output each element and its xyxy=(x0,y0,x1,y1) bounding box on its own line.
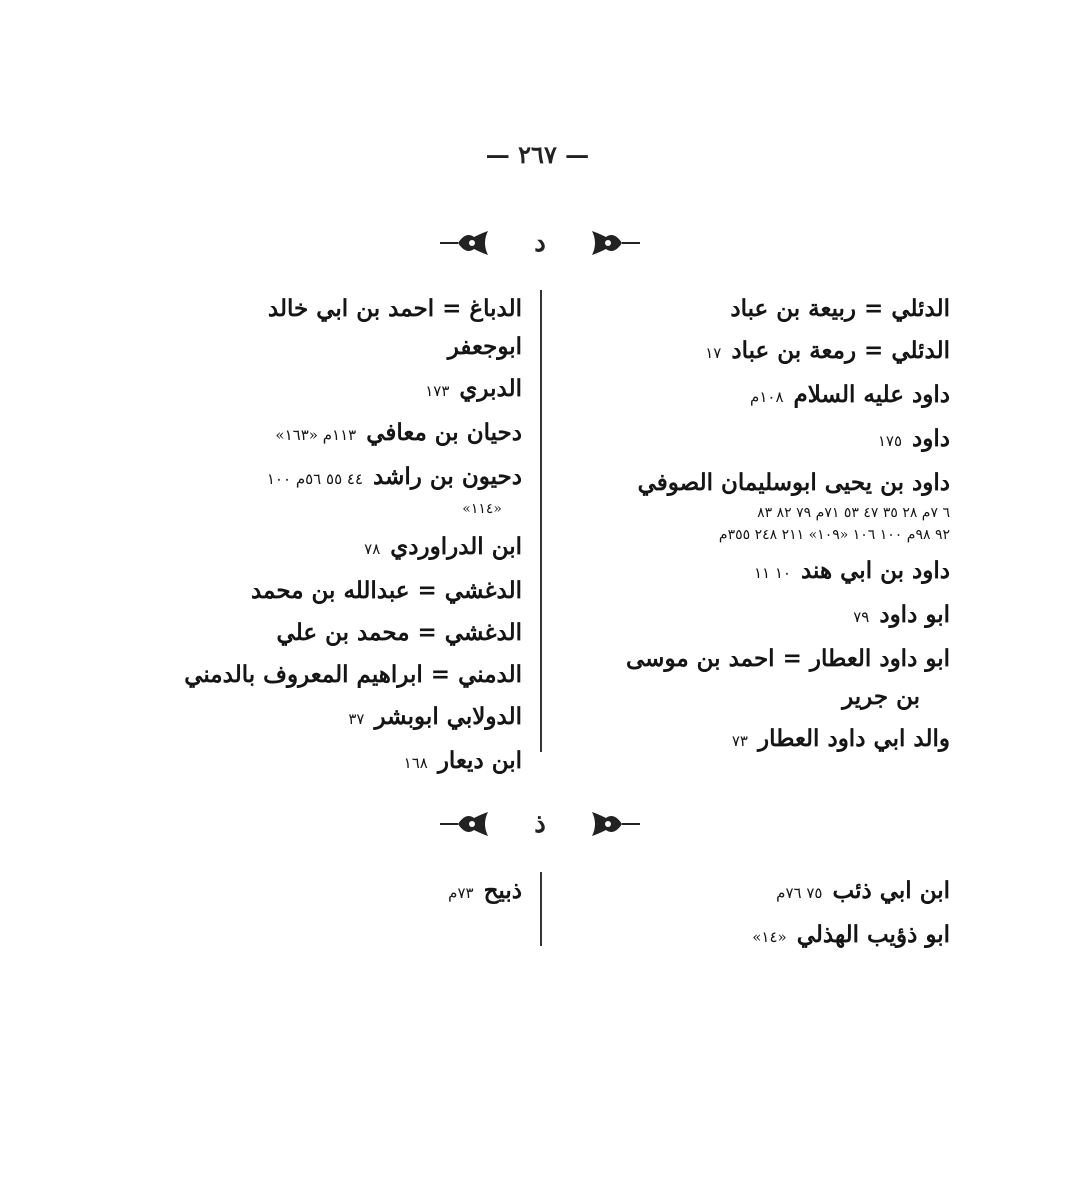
entry-name: والد ابي داود العطار xyxy=(757,725,950,752)
index-entry xyxy=(550,720,950,760)
entry-name: داود xyxy=(912,425,950,452)
index-entry xyxy=(550,376,950,416)
index-entry xyxy=(122,698,522,738)
index-column-left xyxy=(122,872,522,916)
index-entry xyxy=(122,528,522,568)
ornament-right-icon xyxy=(590,810,642,838)
entry-refs: ٧٩ xyxy=(853,608,870,626)
index-entry xyxy=(550,872,950,912)
ornament-left-icon xyxy=(438,229,490,257)
index-column-right xyxy=(550,290,950,764)
entry-name: الدولابي ابوبشر xyxy=(374,703,522,730)
entry-refs-continuation: «١١٤» xyxy=(462,501,502,517)
entry-name: داود بن يحيى ابوسليمان الصوفي xyxy=(637,469,950,496)
entry-name: ابن ديعار xyxy=(437,747,522,774)
index-entry xyxy=(550,916,950,956)
entry-refs: ٤٤ ٥٥ ٥٦م ١٠٠ xyxy=(266,470,364,488)
entry-refs: ١٧٣ xyxy=(425,382,450,400)
entry-continuation-line: بن جرير xyxy=(842,683,920,710)
entry-name: ابو داود العطار = احمد بن موسى xyxy=(626,645,950,672)
ornament-left-icon xyxy=(438,810,490,838)
entry-name: الدغشي = عبدالله بن محمد xyxy=(250,577,522,604)
index-entry xyxy=(122,614,522,652)
entry-name: دحيان بن معافي xyxy=(366,419,522,446)
entry-name: داود بن ابي هند xyxy=(800,557,950,584)
entry-name: الدئلي = رمعة بن عباد xyxy=(731,337,950,364)
index-entry xyxy=(122,742,522,782)
column-divider xyxy=(540,290,542,752)
index-entry xyxy=(550,640,950,678)
index-entry xyxy=(122,458,522,498)
entry-refs: ١٠ ١١ xyxy=(753,564,791,582)
entry-refs: ٧٣م xyxy=(448,884,474,902)
column-divider xyxy=(540,872,542,946)
section-heading-dhal xyxy=(420,806,660,842)
entry-name: ابن ابي ذئب xyxy=(832,877,950,904)
entry-name: ذبيح xyxy=(483,877,522,904)
entry-name: ابو داود xyxy=(879,601,950,628)
page-number: — ٢٦٧ — xyxy=(485,140,590,169)
entry-refs: ١٠٨م xyxy=(750,388,784,406)
index-entry xyxy=(122,872,522,912)
entry-refs: «١٤» xyxy=(752,928,787,946)
entry-refs: ٧٨ xyxy=(364,540,381,558)
entry-name: الدمني = ابراهيم المعروف بالدمني xyxy=(184,661,522,688)
entry-name: داود عليه السلام xyxy=(793,381,950,408)
entry-name: الدبري xyxy=(459,375,522,402)
index-entry xyxy=(122,290,522,328)
section-letter: ذ xyxy=(534,809,546,839)
entry-refs: ١١٣م «١٦٣» xyxy=(275,426,357,444)
index-entry xyxy=(550,552,950,592)
entry-refs: ٧٥ ٧٦م xyxy=(776,884,823,902)
entry-continuation-line: ابوجعفر xyxy=(447,333,522,360)
index-entry xyxy=(122,414,522,454)
section-heading-dal xyxy=(420,225,660,261)
index-column-left xyxy=(122,290,522,786)
index-column-right xyxy=(550,872,950,960)
entry-name: الدباغ = احمد بن ابي خالد xyxy=(267,295,522,322)
entry-refs: ١٦٨ xyxy=(403,754,428,772)
entry-refs-continuation: ٩٢ ٩٨م ١٠٠ ١٠٦ «١٠٩» ٢١١ ٢٤٨ ٣٥٥م xyxy=(718,527,950,543)
entry-name: ابن الدراوردي xyxy=(390,533,522,560)
section-letter: د xyxy=(534,228,546,258)
entry-refs: ٧٣ xyxy=(731,732,748,750)
entry-refs: ١٧ xyxy=(705,344,722,362)
index-entry xyxy=(550,420,950,460)
entry-refs: ٣٧ xyxy=(348,710,365,728)
index-entry xyxy=(550,464,950,502)
entry-name: ابو ذؤيب الهذلي xyxy=(796,921,950,948)
ornament-right-icon xyxy=(590,229,642,257)
index-entry xyxy=(122,572,522,610)
entry-name: الدغشي = محمد بن علي xyxy=(276,619,522,646)
entry-refs-continuation: ٦ ٧م ٢٨ ٣٥ ٤٧ ٥٣ ٧١م ٧٩ ٨٢ ٨٣ xyxy=(757,505,950,521)
entry-name: دحيون بن راشد xyxy=(373,463,522,490)
entry-name: الدئلي = ربيعة بن عباد xyxy=(730,295,950,322)
index-entry xyxy=(122,370,522,410)
index-entry xyxy=(550,596,950,636)
index-entry xyxy=(550,332,950,372)
index-entry xyxy=(550,290,950,328)
index-entry xyxy=(122,656,522,694)
entry-refs: ١٧٥ xyxy=(877,432,903,450)
